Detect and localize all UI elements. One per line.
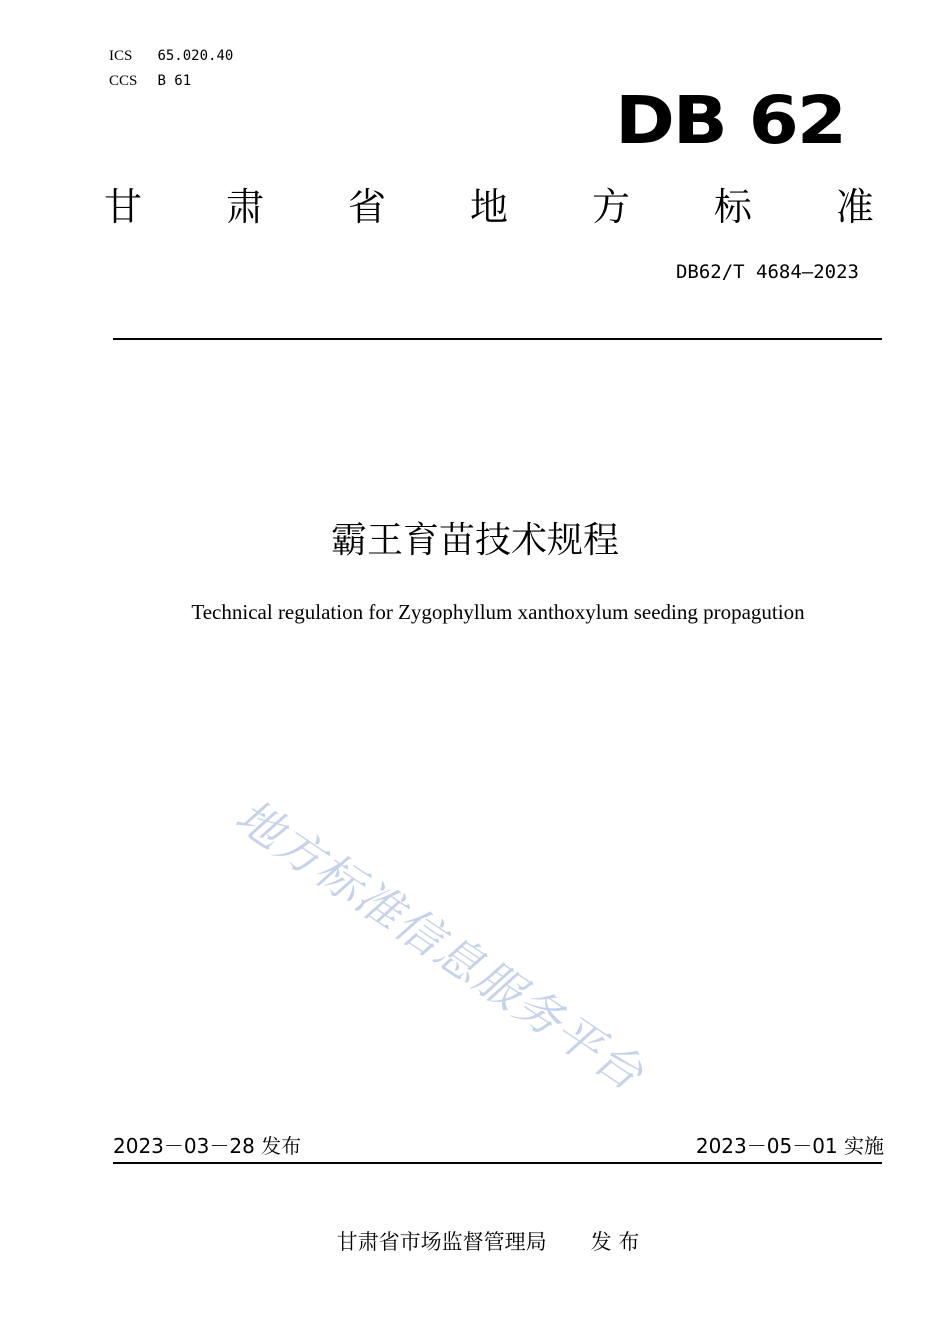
publisher-name: 甘肃省市场监督管理局 <box>336 1230 547 1254</box>
ccs-code-row <box>109 73 191 89</box>
document-title-chinese: 霸王育苗技术规程 <box>330 520 619 561</box>
gov-title-char: 甘 <box>104 185 143 229</box>
ics-code: 65.020.40 <box>157 48 234 64</box>
government-standard-title <box>104 184 874 230</box>
publish-word: 发 布 <box>590 1230 640 1254</box>
gov-title-char: 肃 <box>225 185 264 229</box>
header-divider <box>113 338 882 340</box>
implementation-date: 2023－05－01 实施 <box>695 1134 884 1158</box>
issue-date: 2023－03－28 发布 <box>113 1134 302 1158</box>
gov-title-char: 方 <box>591 185 630 229</box>
gov-title-char: 省 <box>347 185 386 229</box>
ics-code-row <box>109 48 233 64</box>
ccs-label: CCS <box>109 73 138 89</box>
footer-divider <box>113 1162 882 1164</box>
standard-number: DB62/T 4684—2023 <box>675 261 859 283</box>
watermark: 地方标准信息服务平台 <box>225 788 655 1102</box>
gov-title-char: 标 <box>713 185 752 229</box>
ics-label: ICS <box>109 48 133 64</box>
db-logo: DB 62 <box>615 81 845 159</box>
gov-title-char: 准 <box>835 185 874 229</box>
document-title-english: Technical regulation for Zygophyllum xanthoxylum seeding propagution <box>191 600 805 624</box>
ccs-code: B 61 <box>157 73 192 89</box>
publisher-line <box>0 1228 950 1256</box>
gov-title-char: 地 <box>469 185 508 229</box>
